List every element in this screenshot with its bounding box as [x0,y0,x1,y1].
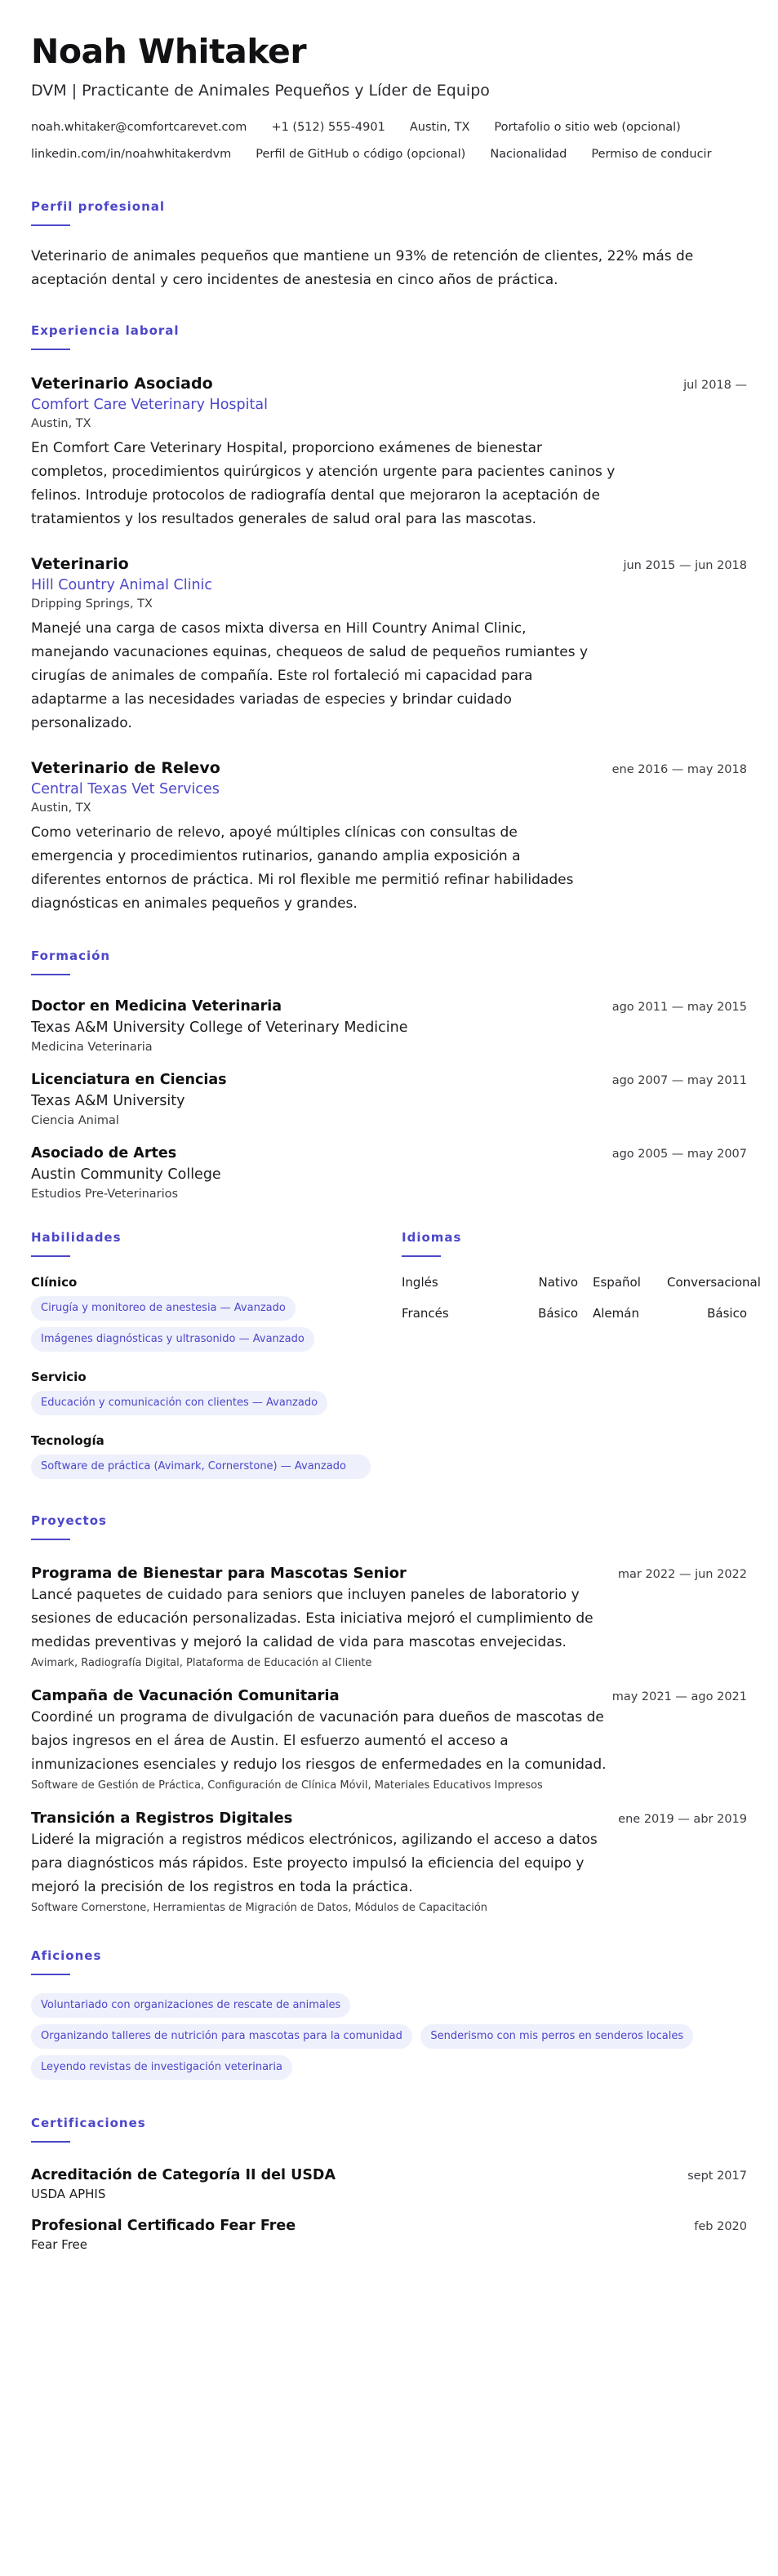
job-description: En Comfort Care Veterinary Hospital, proporciono exámenes de bienestar completos, procedimientos quirúrgicos y atención urgente para pacientes caninos y felinos. Introduje protocolos de radiografía dental que mejoraron la aceptación de tratamientos y los resultados generales de salud oral para las mascotas. [31,440,616,527]
projects-section [31,1513,747,1914]
skill-chip: Educación y comunicación con clientes — Avanzado [31,1391,327,1415]
education-section [31,948,747,1201]
project-description: Lancé paquetes de cuidado para seniors que incluyen paneles de laboratorio y sesiones de educación personalizadas. Esta iniciativa mejoró el cumplimiento de medidas preventivas y mejoró la calidad de vida para mascotas envejecidas. [31,1587,594,1650]
project-entry [31,1687,747,1792]
degree-name: Asociado de Artes [31,1145,177,1161]
job-location: Austin, TX [31,802,91,815]
hobby-chip: Leyendo revistas de investigación veterinaria [31,2055,292,2080]
job-description: Manejé una carga de casos mixta diversa en Hill Country Animal Clinic, manejando vacunaciones equinas, chequeos de salud de pequeños rumiantes y cirugías de animales de compañía. Este rol fortaleció mi capacidad para adaptarme a las necesidades variadas de especies y brindar cuidado personalizado. [31,620,589,731]
experience-entry [31,759,747,916]
candidate-name: Noah Whitaker [31,32,307,71]
skills-languages-row [31,1230,761,1486]
school-name: Texas A&M University [31,1093,185,1109]
project-title: Transición a Registros Digitales [31,1810,293,1827]
certification-issuer: USDA APHIS [31,2187,106,2201]
contact-nationality: Nacionalidad [490,148,567,161]
school-name: Austin Community College [31,1166,221,1183]
language-name: Alemán [593,1306,639,1321]
hobby-chip: Organizando talleres de nutrición para mascotas para la comunidad [31,2024,412,2049]
project-title: Campaña de Vacunación Comunitaria [31,1687,340,1704]
section-divider [31,1539,70,1540]
project-keywords: Software Cornerstone, Herramientas de Migración de Datos, Módulos de Capacitación [31,1902,488,1914]
company-name: Hill Country Animal Clinic [31,577,213,593]
experience-section [31,323,747,916]
job-location: Austin, TX [31,417,91,430]
skill-group [31,1433,376,1479]
education-entry [31,998,747,1054]
section-divider [31,224,70,226]
project-dates: mar 2022 — jun 2022 [617,1568,747,1581]
job-dates: ene 2016 — may 2018 [611,763,747,776]
language-name: Español [593,1275,641,1290]
contact-portfolio[interactable]: Portafolio o sitio web (opcional) [494,121,681,134]
languages-grid [402,1275,761,1337]
degree-name: Licenciatura en Ciencias [31,1072,227,1088]
project-keywords: Avimark, Radiografía Digital, Plataforma de Educación al Cliente [31,1657,372,1669]
project-keywords: Software de Gestión de Práctica, Configuración de Clínica Móvil, Materiales Educativos Impresos [31,1779,543,1792]
language-level: Nativo [538,1275,578,1290]
skill-category: Clínico [31,1275,78,1290]
degree-name: Doctor en Medicina Veterinaria [31,998,282,1015]
study-area: Estudios Pre-Veterinarios [31,1188,179,1201]
certification-name: Profesional Certificado Fear Free [31,2218,296,2234]
summary-text: Veterinario de animales pequeños que mantiene un 93% de retención de clientes, 22% más de aceptación dental y cero incidentes de anestesia en cinco años de práctica. [31,248,694,288]
skill-group [31,1370,376,1422]
skill-group [31,1275,376,1358]
skill-category: Servicio [31,1370,87,1384]
certification-entry [31,2167,747,2201]
certification-entry [31,2218,747,2252]
job-location: Dripping Springs, TX [31,597,153,611]
language-name: Inglés [402,1275,438,1290]
contact-linkedin[interactable]: linkedin.com/in/noahwhitakerdvm [31,148,232,161]
contact-email[interactable]: noah.whitaker@comfortcarevet.com [31,121,247,134]
section-title: Proyectos [31,1513,107,1528]
section-divider [31,1974,70,1975]
section-title: Idiomas [402,1230,462,1245]
section-divider [31,2141,70,2143]
project-description: Lideré la migración a registros médicos electrónicos, agilizando el acceso a datos para diagnósticos más rápidos. Este proyecto impulsó la eficiencia del equipo y mejoró la precisión de los registros en toda la práctica. [31,1832,598,1895]
certifications-section [31,2116,747,2252]
contact-phone[interactable]: +1 (512) 555-4901 [271,121,385,134]
section-divider [402,1255,441,1257]
education-dates: ago 2011 — may 2015 [611,1001,747,1014]
summary-section [31,199,747,292]
school-name: Texas A&M University College of Veterinary Medicine [31,1019,408,1036]
hobby-chip: Voluntariado con organizaciones de rescate de animales [31,1993,350,2018]
project-dates: ene 2019 — abr 2019 [618,1813,747,1826]
candidate-headline: DVM | Practicante de Animales Pequeños y Líder de Equipo [31,82,490,100]
project-entry [31,1565,747,1669]
job-title: Veterinario Asociado [31,375,213,393]
job-dates: jun 2015 — jun 2018 [623,559,747,572]
study-area: Ciencia Animal [31,1114,119,1127]
education-entry [31,1072,747,1127]
section-title: Certificaciones [31,2116,146,2130]
section-divider [31,1255,70,1257]
job-title: Veterinario [31,555,129,573]
skill-chip: Imágenes diagnósticas y ultrasonido — Avanzado [31,1327,314,1352]
contact-driving-license: Permiso de conducir [591,148,712,161]
hobby-chip: Senderismo con mis perros en senderos locales [420,2024,693,2049]
language-name: Francés [402,1306,449,1321]
certification-date: sept 2017 [687,2170,747,2183]
language-level: Básico [707,1306,747,1321]
contact-github[interactable]: Perfil de GitHub o código (opcional) [256,148,466,161]
certification-date: feb 2020 [694,2220,747,2233]
skill-chip: Cirugía y monitoreo de anestesia — Avanzado [31,1296,296,1321]
education-dates: ago 2005 — may 2007 [611,1148,747,1161]
contact-location: Austin, TX [409,121,470,134]
education-dates: ago 2007 — may 2011 [611,1074,747,1087]
certification-name: Acreditación de Categoría II del USDA [31,2167,336,2183]
section-title: Habilidades [31,1230,122,1245]
skill-category: Tecnología [31,1433,104,1448]
education-entry [31,1145,747,1201]
resume-header [31,31,747,168]
section-title: Perfil profesional [31,199,166,214]
skills-section [31,1230,376,1486]
company-name: Central Texas Vet Services [31,781,220,797]
project-entry [31,1810,747,1914]
skill-chip: Software de práctica (Avimark, Cornerstone) — Avanzado [31,1455,371,1479]
project-dates: may 2021 — ago 2021 [611,1690,747,1703]
language-row [402,1306,747,1337]
section-title: Experiencia laboral [31,323,180,338]
experience-entry [31,555,747,735]
job-title: Veterinario de Relevo [31,759,220,777]
company-name: Comfort Care Veterinary Hospital [31,397,268,413]
project-title: Programa de Bienestar para Mascotas Senior [31,1565,407,1582]
language-level: Conversacional [667,1275,761,1290]
language-row [402,1275,761,1306]
project-description: Coordiné un programa de divulgación de vacunación para dueños de mascotas de bajos ingresos en el área de Austin. El esfuerzo aumentó el acceso a inmunizaciones esenciales y redujo los riesgos de enfermedades en la comunidad. [31,1709,607,1773]
certification-issuer: Fear Free [31,2237,87,2252]
section-title: Aficiones [31,1948,102,1963]
section-divider [31,974,70,975]
experience-entry [31,375,747,531]
contact-list [31,114,747,168]
job-dates: jul 2018 — [683,379,747,392]
languages-section [402,1230,761,1486]
language-level: Básico [538,1306,578,1321]
study-area: Medicina Veterinaria [31,1041,153,1054]
section-title: Formación [31,948,111,963]
hobbies-section [31,1948,747,2086]
section-divider [31,349,70,350]
job-description: Como veterinario de relevo, apoyé múltiples clínicas con consultas de emergencia y procedimientos rutinarios, ganando amplia exposición a diferentes entornos de práctica. Mi rol flexible me permitió refinar habilidades diagnósticas en animales pequeños y grandes. [31,824,574,912]
hobby-list [31,1993,747,2086]
